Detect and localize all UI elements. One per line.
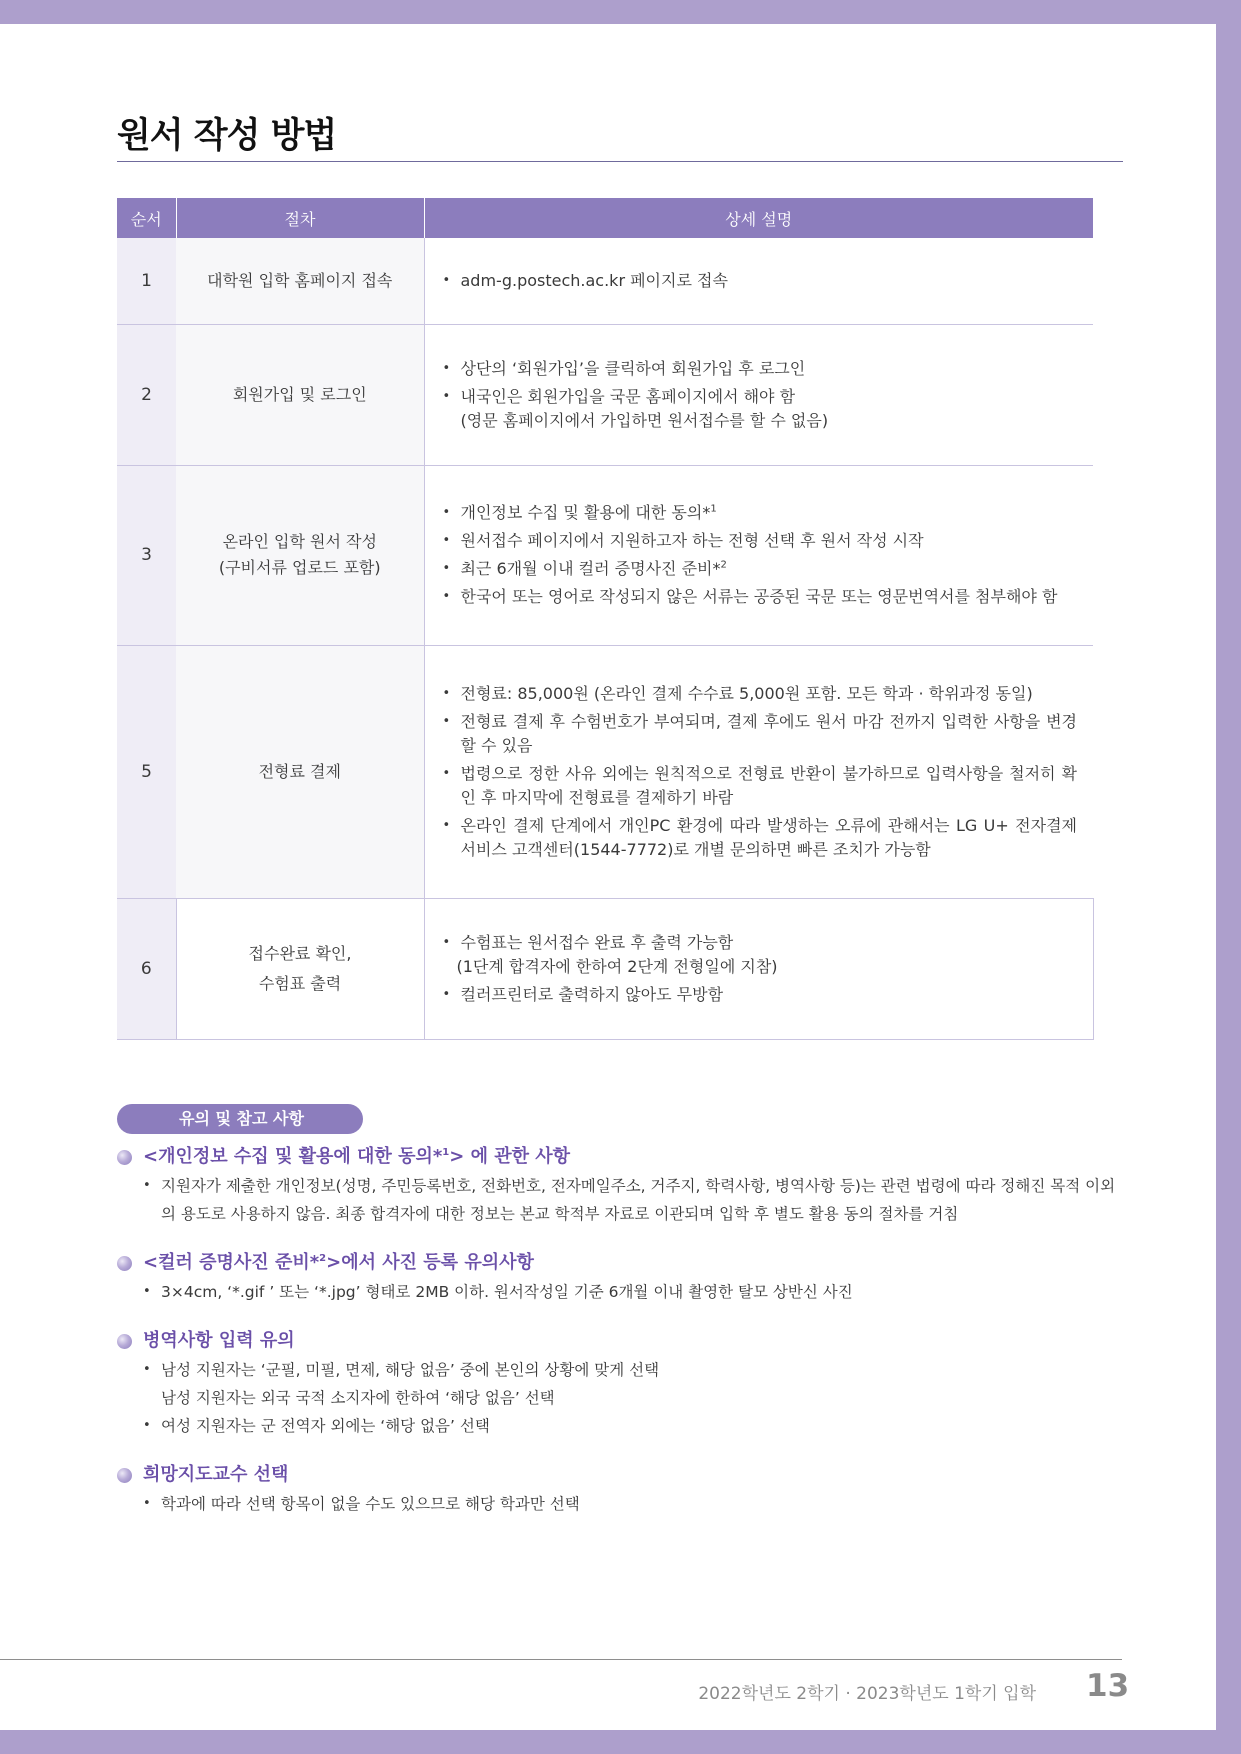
procedure-text: (구비서류 업로드 포함) <box>218 558 381 577</box>
note-heading <box>117 1326 1122 1356</box>
footnote-marker: 2 <box>720 559 727 571</box>
note-heading <box>117 1142 1122 1172</box>
procedure-text: 수험표 출력 <box>258 973 342 993</box>
notes-section <box>117 1142 1122 1538</box>
procedure-text: 회원가입 및 로그인 <box>232 384 367 404</box>
detail-item: • adm-g.postech.ac.kr 페이지로 접속 <box>443 269 1078 293</box>
table-header-row <box>117 198 1093 238</box>
row-procedure <box>176 238 424 324</box>
detail-item: • 컬러프린터로 출력하지 않아도 무방함 <box>443 983 1077 1007</box>
detail-line: 개인정보 수집 및 활용에 대한 동의* <box>460 503 711 522</box>
procedure-text: 온라인 입학 원서 작성 <box>222 532 377 551</box>
note-military <box>117 1326 1122 1440</box>
table-row <box>117 645 1093 898</box>
detail-line: 수험표는 원서접수 완료 후 출력 가능함 <box>460 932 734 952</box>
detail-item <box>443 385 1078 433</box>
bullet-dot-icon <box>117 1150 132 1165</box>
row-detail <box>424 645 1093 898</box>
detail-item <box>443 931 1077 979</box>
row-number: 5 <box>117 645 176 898</box>
note-item: • 3×4cm, ‘*.gif ’ 또는 ‘*.jpg’ 형태로 2MB 이하. 원서작성일 기준 6개월 이내 촬영한 탈모 상반신 사진 <box>143 1278 1122 1306</box>
note-advisor <box>117 1460 1122 1518</box>
bullet-dot-icon <box>117 1256 132 1271</box>
note-item: • 지원자가 제출한 개인정보(성명, 주민등록번호, 전화번호, 전자메일주소, 거주지, 학력사항, 병역사항 등)는 관련 법령에 따라 정해진 목적 이외의 용도로 사용하지 않음. 최종 합격자에 대한 정보는 본교 학적부 자료로 이관되며 입학 후 별도 활용 동의 절차를 거침 <box>143 1172 1122 1228</box>
footnote-marker: 1 <box>442 1147 450 1158</box>
row-number: 2 <box>117 324 176 465</box>
procedure-text: 대학원 입학 홈페이지 접속 <box>207 270 393 290</box>
header-procedure: 절차 <box>176 198 424 238</box>
detail-item <box>443 501 1078 525</box>
header-detail: 상세 설명 <box>424 198 1093 238</box>
detail-item: • 온라인 결제 단계에서 개인PC 환경에 따라 발생하는 오류에 관해서는 LG U+ 전자결제서비스 고객센터(1544-7772)로 개별 문의하면 빠른 조치가 가능함 <box>443 814 1078 862</box>
row-procedure <box>176 465 424 645</box>
row-number: 3 <box>117 465 176 645</box>
detail-item: • 전형료 결제 후 수험번호가 부여되며, 결제 후에도 원서 마감 전까지 입력한 사항을 변경할 수 있음 <box>443 710 1078 758</box>
footer-divider <box>0 1659 1122 1660</box>
table-row <box>117 898 1093 1039</box>
detail-line: (영문 홈페이지에서 가입하면 원서접수를 할 수 없음) <box>460 410 829 430</box>
note-item <box>143 1356 1122 1412</box>
row-detail <box>424 238 1093 324</box>
detail-item: • 상단의 ‘회원가입’을 클릭하여 회원가입 후 로그인 <box>443 357 1078 381</box>
row-number: 1 <box>117 238 176 324</box>
notes-label: 유의 및 참고 사항 <box>117 1104 363 1134</box>
detail-item: • 원서접수 페이지에서 지원하고자 하는 전형 선택 후 원서 작성 시작 <box>443 529 1078 553</box>
detail-item <box>443 557 1078 581</box>
title-divider <box>117 161 1123 162</box>
heading-text: 희망지도교수 선택 <box>143 1464 289 1485</box>
detail-item: • 전형료: 85,000원 (온라인 결제 수수료 5,000원 포함. 모든 학과 · 학위과정 동일) <box>443 682 1078 706</box>
row-procedure <box>176 645 424 898</box>
note-heading <box>117 1248 1122 1278</box>
header-order: 순서 <box>117 198 176 238</box>
heading-text: >에서 사진 등록 유의사항 <box>326 1252 534 1273</box>
detail-item: • 법령으로 정한 사유 외에는 원칙적으로 전형료 반환이 불가하므로 입력사항을 철저히 확인 후 마지막에 전형료를 결제하기 바람 <box>443 762 1078 810</box>
footer-text: 2022학년도 2학기 · 2023학년도 1학기 입학 <box>698 1684 1036 1704</box>
heading-text: 병역사항 입력 유의 <box>143 1330 295 1351</box>
procedure-text: 전형료 결제 <box>258 761 341 781</box>
note-privacy <box>117 1142 1122 1228</box>
row-procedure <box>176 324 424 465</box>
page-sheet <box>0 24 1216 1730</box>
table-row <box>117 465 1093 645</box>
footnote-marker: 1 <box>710 503 717 515</box>
detail-line: (1단계 합격자에 한하여 2단계 전형일에 지참) <box>456 956 778 976</box>
detail-item: • 한국어 또는 영어로 작성되지 않은 서류는 공증된 국문 또는 영문번역서를 첨부해야 함 <box>443 585 1078 609</box>
heading-text: <컬러 증명사진 준비* <box>143 1252 320 1273</box>
procedure-table <box>117 198 1094 1040</box>
page-title: 원서 작성 방법 <box>117 116 337 156</box>
note-line: 남성 지원자는 ‘군필, 미필, 면제, 해당 없음’ 중에 본인의 상황에 맞게 선택 <box>161 1361 660 1379</box>
note-item: • 여성 지원자는 군 전역자 외에는 ‘해당 없음’ 선택 <box>143 1412 1122 1440</box>
detail-line: 내국인은 회원가입을 국문 홈페이지에서 해야 함 <box>460 386 796 406</box>
note-heading <box>117 1460 1122 1490</box>
row-detail <box>424 324 1093 465</box>
page-number: 13 <box>1086 1668 1130 1704</box>
footnote-marker: 2 <box>319 1253 327 1264</box>
row-detail <box>424 465 1093 645</box>
table-row <box>117 238 1093 324</box>
bullet-dot-icon <box>117 1468 132 1483</box>
detail-line: 최근 6개월 이내 컬러 증명사진 준비* <box>460 559 721 578</box>
row-procedure <box>176 898 424 1039</box>
note-photo <box>117 1248 1122 1306</box>
note-line: 남성 지원자는 외국 국적 소지자에 한하여 ‘해당 없음’ 선택 <box>161 1389 555 1407</box>
bullet-dot-icon <box>117 1334 132 1349</box>
note-item: • 학과에 따라 선택 항목이 없을 수도 있으므로 해당 학과만 선택 <box>143 1490 1122 1518</box>
row-number: 6 <box>117 898 176 1039</box>
heading-text: > 에 관한 사항 <box>449 1146 571 1167</box>
row-detail <box>424 898 1093 1039</box>
table-row <box>117 324 1093 465</box>
heading-text: <개인정보 수집 및 활용에 대한 동의* <box>143 1146 443 1167</box>
procedure-text: 접수완료 확인, <box>248 943 352 963</box>
